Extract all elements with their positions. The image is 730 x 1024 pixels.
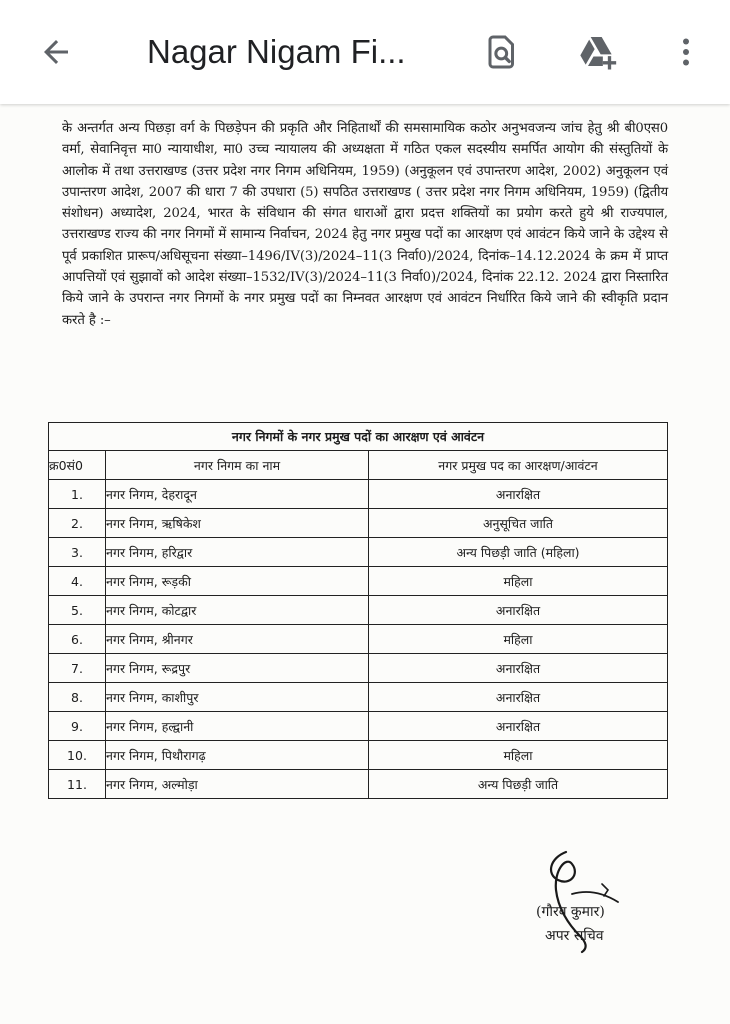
back-button[interactable] xyxy=(28,24,84,80)
serial-number: 8. xyxy=(49,683,106,712)
app-bar xyxy=(0,0,730,104)
serial-number: 10. xyxy=(49,741,106,770)
table-row xyxy=(49,712,668,741)
serial-number: 3. xyxy=(49,538,106,567)
reservation-category: अन्य पिछड़ी जाति xyxy=(369,770,668,799)
serial-number: 4. xyxy=(49,567,106,596)
corporation-name: नगर निगम, हल्द्वानी xyxy=(106,712,369,741)
table-row xyxy=(49,741,668,770)
header-reservation: नगर प्रमुख पद का आरक्षण/आवंटन xyxy=(369,451,668,480)
table-row xyxy=(49,625,668,654)
table-row xyxy=(49,654,668,683)
add-to-drive-button[interactable] xyxy=(569,24,625,80)
more-options-button[interactable] xyxy=(658,24,714,80)
header-serial-number: क्र0सं0 xyxy=(49,451,106,480)
lens-search-icon xyxy=(484,34,520,70)
document-page[interactable] xyxy=(0,104,730,1024)
serial-number: 2. xyxy=(49,509,106,538)
serial-number: 11. xyxy=(49,770,106,799)
reservation-category: अनारक्षित xyxy=(369,480,668,509)
drive-add-icon xyxy=(577,32,617,72)
corporation-name: नगर निगम, अल्मोड़ा xyxy=(106,770,369,799)
document-title: Nagar Nigam Fi... xyxy=(147,33,406,70)
order-paragraph: के अन्तर्गत अन्य पिछड़ा वर्ग के पिछड़ेपन की प्रकृति और निहितार्थों की समसामायिक कठोर अनुभवजन्य जांच हेतु श्री बी0एस0 वर्मा, सेवानिवृत्त मा0 न्यायाधीश, मा0 उच्च न्यायालय की अध्यक्षता में गठित एकल सदस्यीय समर्पित आयोग की संस्तुतियों के आलोक में तथा उत्तराखण्ड (उत्तर प्रदेश नगर निगम अधिनियम, 1959) (अनुकूलन एवं उपान्तरण आदेश, 2002) अनुकूलन एवं उपान्तरण आदेश, 2007 की धारा 7 की उपधारा (5) सपठित उत्तराखण्ड ( उत्तर प्रदेश नगर निगम अधिनियम, 1959) (द्वितीय संशोधन) अध्यादेश, 2024, भारत के संविधान की संगत धाराओं द्वारा प्रदत्त शक्तियों का प्रयोग करते हुये श्री राज्यपाल, उत्तराखण्ड राज्य की नगर निगमों में सामान्य निर्वाचन, 2024 हेतु नगर प्रमुख पदों का आरक्षण एवं आवंटन किये जाने के उद्देश्य से पूर्व प्रकाशित प्रारूप/अधिसूचना संख्या–1496/IV(3)/2024–11(3 निर्वा0)/2024, दिनांक–14.12.2024 के क्रम में प्राप्त आपत्तियों एवं सुझावों को आदेश संख्या–1532/IV(3)/2024–11(3 निर्वा0)/2024, दिनांक 22.12. 2024 द्वारा निस्तारित किये जाने के उपरान्त नगर निगमों के नगर प्रमुख पदों का निम्नवत आरक्षण एवं आवंटन निर्धारित किये जाने की स्वीकृति प्रदान करते है :– xyxy=(62,121,669,328)
reservation-category: महिला xyxy=(369,567,668,596)
signatory-designation: अपर सचिव xyxy=(545,928,604,944)
reservation-category: महिला xyxy=(369,741,668,770)
reservation-category: अनारक्षित xyxy=(369,712,668,741)
reservation-category: अनुसूचित जाति xyxy=(369,509,668,538)
arrow-left-icon xyxy=(38,34,74,70)
reservation-category: अनारक्षित xyxy=(369,654,668,683)
corporation-name: नगर निगम, देहरादून xyxy=(106,480,369,509)
corporation-name: नगर निगम, रूद्रपुर xyxy=(106,654,369,683)
header-corporation-name: नगर निगम का नाम xyxy=(106,451,369,480)
table-row xyxy=(49,770,668,799)
corporation-name: नगर निगम, श्रीनगर xyxy=(106,625,369,654)
lens-search-button[interactable] xyxy=(474,24,530,80)
serial-number: 9. xyxy=(49,712,106,741)
table-caption: नगर निगमों के नगर प्रमुख पदों का आरक्षण एवं आवंटन xyxy=(49,423,668,451)
table-row xyxy=(49,538,668,567)
corporation-name: नगर निगम, रूड़की xyxy=(106,567,369,596)
corporation-name: नगर निगम, ऋषिकेश xyxy=(106,509,369,538)
reservation-category: अन्य पिछड़ी जाति (महिला) xyxy=(369,538,668,567)
table-row xyxy=(49,480,668,509)
corporation-name: नगर निगम, कोटद्वार xyxy=(106,596,369,625)
reservation-category: अनारक्षित xyxy=(369,596,668,625)
corporation-name: नगर निगम, काशीपुर xyxy=(106,683,369,712)
table-row xyxy=(49,683,668,712)
table-header-row xyxy=(49,451,668,480)
reservation-category: अनारक्षित xyxy=(369,683,668,712)
more-vertical-icon xyxy=(668,34,704,70)
serial-number: 6. xyxy=(49,625,106,654)
table-caption-row xyxy=(49,423,668,451)
serial-number: 7. xyxy=(49,654,106,683)
corporation-name: नगर निगम, पिथौरागढ़ xyxy=(106,741,369,770)
table-row xyxy=(49,509,668,538)
table-row xyxy=(49,567,668,596)
corporation-name: नगर निगम, हरिद्वार xyxy=(106,538,369,567)
serial-number: 5. xyxy=(49,596,106,625)
serial-number: 1. xyxy=(49,480,106,509)
signatory-name: (गौरव कुमार) xyxy=(536,904,605,920)
table-row xyxy=(49,596,668,625)
reservation-category: महिला xyxy=(369,625,668,654)
reservation-table xyxy=(48,422,668,799)
